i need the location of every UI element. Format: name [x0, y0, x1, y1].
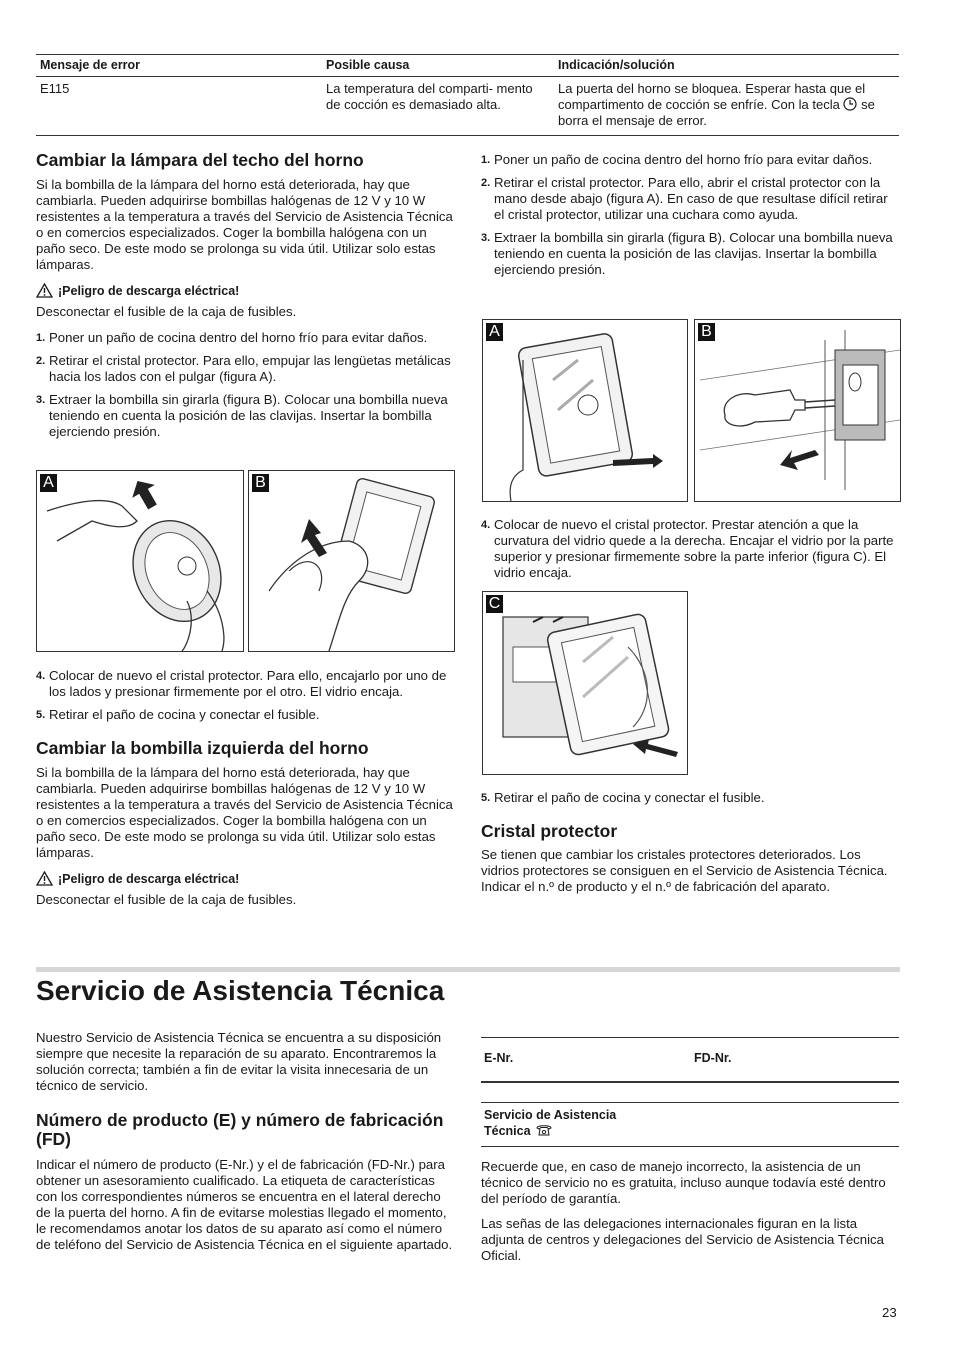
warning: [36, 871, 456, 886]
section-title-left-bulb: Cambiar la bombilla izquierda del horno: [36, 738, 369, 758]
steps-list: [36, 668, 456, 723]
service-right-notes: [481, 1159, 901, 1264]
warranty-note: Recuerde que, en caso de manejo incorrecto, la asistencia de un técnico de servicio no es gratuita, incluso aunque todavía esté dentro del período de garantía.: [481, 1159, 886, 1206]
list-item: 5. Retirar el paño de cocina y conectar el fusible.: [36, 707, 320, 722]
error-solution: La puerta del horno se bloquea. Esperar hasta que el compartimento de cocción se enfríe. Con la tecla se borra el mensaje de error.: [554, 77, 899, 136]
error-cause: La temperatura del comparti- mento de cocción es demasiado alta.: [322, 77, 554, 136]
bulb-removal-illustration: [249, 471, 454, 651]
list-item: 4. Colocar de nuevo el cristal protector. Prestar atención a que la curvatura del vidrio quede a la derecha. Encajar el vidrio por la parte superior y presionar firmemente sobre la parte inferior (figura C). El vidrio encaja.: [481, 517, 894, 580]
e-nr-label: E-Nr.: [484, 1051, 514, 1065]
section-title-product-number: Número de producto (E) y número de fabricación (FD): [36, 1110, 444, 1149]
warning: [36, 283, 456, 298]
list-item: 2. Retirar el cristal protector. Para ello, abrir el cristal protector con la mano desde abajo (figura A). En caso de que resultase difícil retirar el cristal protector, utilizar una cuchara como ayuda.: [481, 175, 888, 222]
warning-text: Desconectar el fusible de la caja de fusibles.: [36, 304, 297, 319]
page-number: 23: [882, 1305, 897, 1320]
list-item: 2. Retirar el cristal protector. Para ello, empujar las lengüetas metálicas hacia los lados con el pulgar (figura A).: [36, 353, 451, 384]
list-item: 1. Poner un paño de cocina dentro del horno frío para evitar daños.: [481, 152, 873, 167]
error-code: E115: [36, 77, 322, 136]
steps-list: [481, 152, 901, 278]
col-header-message: Mensaje de error: [36, 55, 322, 77]
service-intro: Nuestro Servicio de Asistencia Técnica se encuentra a su disposición siempre que necesite la reparación de su aparato. Encontraremos la solución correcta; también a fin de evitar la visita innecesaria de un técnico de servicio.: [36, 1030, 442, 1093]
error-table: [36, 54, 899, 136]
col-header-cause: Posible causa: [322, 55, 554, 77]
left-column-continued: [36, 668, 456, 908]
list-item: 3. Extraer la bombilla sin girarla (figura B). Colocar una bombilla nueva teniendo en cuenta la posición de las clavijas. Insertar la bombilla ejerciendo presión.: [36, 392, 448, 439]
section-intro: Si la bombilla de la lámpara del horno está deteriorada, hay que cambiarla. Pueden adquirirse bombillas halógenas de 12 V y 10 W resistentes a la temperatura a través del Servicio de Asistencia Técnica o en comercios especializados. Coger la bombilla halógena con un paño seco. De este modo se prolonga su vida útil. Utilizar solo estas lámparas.: [36, 177, 453, 272]
figure-label: B: [698, 323, 715, 341]
steps-list: [481, 790, 901, 806]
service-phone-label: Servicio de Asistencia Técnica: [484, 1108, 617, 1138]
warning-icon: [36, 283, 53, 298]
product-number-text: Indicar el número de producto (E-Nr.) y el de fabricación (FD-Nr.) para obtener un asesoramiento cualificado. La etiqueta de características con los correspondientes números se encuentra en el lateral derecho de la puerta del horno. A fin de evitarse molestias llegado el momento, le recomendamos anotar los datos de su aparato así como el número de teléfono del Servicio de Asistencia Técnica en el siguiente apartado.: [36, 1157, 453, 1252]
cristal-text: Se tienen que cambiar los cristales protectores deteriorados. Los vidrios protectores se consiguen en el Servicio de Asistencia Técnica. Indicar el n.º de producto y el n.º de fabricación del aparato.: [481, 847, 888, 894]
figure-c-right: [482, 591, 688, 775]
table-row: [36, 77, 899, 136]
section-title-cristal: Cristal protector: [481, 821, 618, 841]
list-item: 3. Extraer la bombilla sin girarla (figura B). Colocar una bombilla nueva teniendo en cuenta la posición de las clavijas. Insertar la bombilla ejerciendo presión.: [481, 230, 893, 277]
warning-label: ¡Peligro de descarga eléctrica!: [58, 283, 240, 298]
divider: [481, 1102, 899, 1103]
divider: [481, 1081, 899, 1083]
right-column-bottom: [481, 790, 901, 895]
divider: [481, 1146, 899, 1147]
col-header-solution: Indicación/solución: [554, 55, 899, 77]
figure-a-left: [36, 470, 244, 652]
section-intro: Si la bombilla de la lámpara del horno está deteriorada, hay que cambiarla. Pueden adquirirse bombillas halógenas de 12 V y 10 W resistentes a la temperatura a través del Servicio de Asistencia Técnica o en comercios especializados. Coger la bombilla halógena con un paño seco. De este modo se prolonga su vida útil. Utilizar solo estas lámparas.: [36, 765, 453, 860]
list-item: 4. Colocar de nuevo el cristal protector. Para ello, encajarlo por uno de los lados y presionar firmemente por el otro. El vidrio encaja.: [36, 668, 447, 699]
hand-removing-glass-illustration: [37, 471, 243, 651]
figure-b-left: [248, 470, 455, 652]
fd-nr-label: FD-Nr.: [694, 1051, 732, 1065]
figure-label: A: [486, 323, 503, 341]
phone-icon: [536, 1124, 552, 1136]
figure-b-right: [694, 319, 901, 502]
figure-label: A: [40, 474, 57, 492]
steps-list: [481, 517, 901, 581]
halogen-bulb-illustration: [695, 320, 900, 501]
warning-text: Desconectar el fusible de la caja de fusibles.: [36, 892, 297, 907]
right-column-step4: [481, 517, 901, 581]
left-column: [36, 151, 456, 440]
page-title: Servicio de Asistencia Técnica: [36, 975, 445, 1006]
glass-opening-illustration: [483, 320, 687, 501]
figure-label: C: [486, 595, 503, 613]
service-left-column: [36, 1030, 456, 1253]
section-divider: [36, 967, 900, 972]
right-column: [481, 152, 901, 278]
steps-list: [36, 330, 456, 440]
divider: [481, 1037, 899, 1038]
warning-icon: [36, 871, 53, 886]
section-title-ceiling-lamp: Cambiar la lámpara del techo del horno: [36, 150, 364, 170]
warning-label: ¡Peligro de descarga eléctrica!: [58, 871, 240, 886]
international-note: Las señas de las delegaciones internacionales figuran en la lista adjunta de centros y delegaciones del Servicio de Asistencia Técnica Oficial.: [481, 1216, 884, 1263]
list-item: 5. Retirar el paño de cocina y conectar el fusible.: [481, 790, 765, 805]
clock-icon: [843, 97, 857, 111]
figure-label: B: [252, 474, 269, 492]
figure-a-right: [482, 319, 688, 502]
glass-refit-illustration: [483, 592, 687, 774]
list-item: 1. Poner un paño de cocina dentro del horno frío para evitar daños.: [36, 330, 428, 345]
